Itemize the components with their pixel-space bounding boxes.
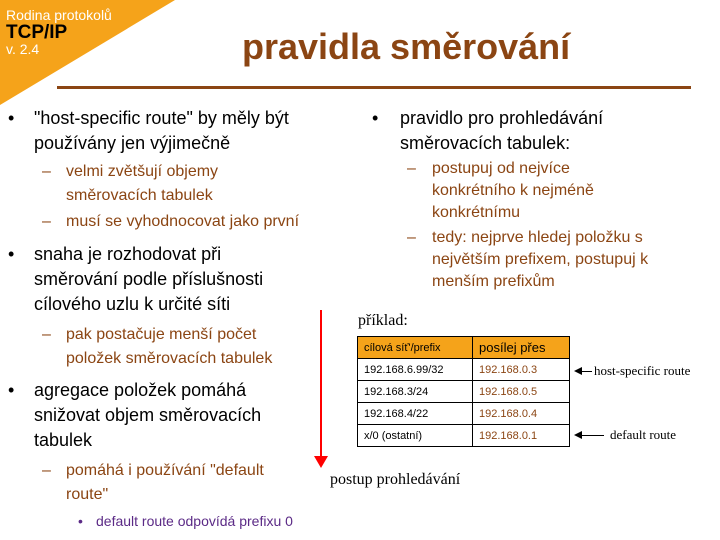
- right-sub-2-line-1: tedy: nejprve hledej položku s: [432, 229, 643, 246]
- bullet-3-line-1: agregace položek pomáhá: [34, 380, 247, 400]
- bullet-3-line-3: tabulek: [34, 430, 93, 450]
- bullet-2-sub-1: [42, 323, 272, 371]
- table-header-row: [358, 337, 570, 359]
- right-sub-1-line-1: postupuj od nejvíce: [432, 160, 570, 177]
- search-order-arrow-line: [320, 310, 322, 458]
- bullet-1-sub-1-line-1: velmi zvětšují objemy: [66, 163, 219, 180]
- protocol-label: TCP/IP: [6, 22, 68, 43]
- cell-destination: 192.168.6.99/32: [358, 359, 473, 381]
- dash-marker: –: [407, 160, 416, 177]
- bullet-dot: •: [8, 244, 15, 264]
- bullet-dot: •: [8, 380, 15, 400]
- cell-next-hop: 192.168.0.1: [473, 425, 570, 447]
- example-label: příklad:: [358, 312, 408, 329]
- dash-marker: –: [42, 213, 51, 230]
- cell-next-hop: 192.168.0.5: [473, 381, 570, 403]
- search-order-label: postup prohledávání: [330, 471, 461, 488]
- table-row: [358, 425, 570, 447]
- slide-title: pravidla směrování: [242, 26, 571, 67]
- small-bullet-dot: •: [78, 513, 83, 529]
- right-sub-1-line-2: konkrétního k nejméně: [432, 182, 594, 199]
- bullet-dot: •: [372, 108, 379, 128]
- cell-next-hop: 192.168.0.3: [473, 359, 570, 381]
- right-sub-2-line-2: největším prefixem, postupuj k: [432, 251, 649, 268]
- bullet-dot: •: [8, 108, 15, 128]
- bullet-1-sub-1: [42, 160, 218, 208]
- bullet-1-sub-2: [42, 210, 299, 234]
- bullet-3: [8, 378, 261, 453]
- bullet-2-sub-1-line-1: pak postačuje menší počet: [66, 326, 257, 343]
- bullet-1: [8, 106, 289, 156]
- bullet-3-subsub-1-line-1: default route odpovídá prefixu 0: [96, 513, 293, 529]
- table-row: [358, 381, 570, 403]
- right-sub-1: [407, 158, 594, 224]
- host-specific-arrow-line: [580, 371, 592, 372]
- right-bullet-line-2: směrovacích tabulek:: [400, 133, 571, 153]
- bullet-3-sub-1-line-2: route": [66, 486, 109, 503]
- dash-marker: –: [42, 462, 51, 479]
- bullet-3-sub-1-line-1: pomáhá i používání "default: [66, 462, 264, 479]
- bullet-1-sub-2-line-1: musí se vyhodnocovat jako první: [66, 213, 300, 230]
- bullet-2: [8, 242, 263, 317]
- right-sub-2: [407, 227, 648, 293]
- right-sub-2-line-3: menším prefixům: [432, 273, 555, 290]
- bullet-2-line-3: cílového uzlu k určité síti: [34, 294, 231, 314]
- cell-destination: 192.168.3/24: [358, 381, 473, 403]
- right-bullet-line-1: pravidlo pro prohledávání: [400, 108, 604, 128]
- bullet-3-line-2: snižovat objem směrovacích: [34, 405, 262, 425]
- bullet-2-line-2: směrování podle příslušnosti: [34, 269, 264, 289]
- bullet-2-line-1: snaha je rozhodovat při: [34, 244, 222, 264]
- bullet-3-sub-1: [42, 459, 264, 507]
- title-underline: [57, 86, 691, 89]
- table-row: [358, 403, 570, 425]
- header-destination: cílová síť'/prefix: [358, 337, 473, 359]
- bullet-1-sub-1-line-2: směrovacích tabulek: [66, 187, 213, 204]
- host-specific-annotation: host-specific route: [594, 363, 691, 378]
- cell-destination: x/0 (ostatní): [358, 425, 473, 447]
- dash-marker: –: [42, 163, 51, 180]
- bullet-1-line-1: "host-specific route" by měly být: [34, 108, 289, 128]
- dash-marker: –: [42, 326, 51, 343]
- default-route-annotation: default route: [610, 427, 677, 442]
- bullet-1-line-2: používány jen výjimečně: [34, 133, 231, 153]
- search-order-arrow-head: [314, 456, 328, 468]
- series-label: Rodina protokolů: [6, 7, 112, 23]
- routing-table: [357, 336, 570, 447]
- right-sub-1-line-3: konkrétnímu: [432, 204, 521, 221]
- right-bullet: [372, 106, 603, 156]
- table-row: [358, 359, 570, 381]
- cell-next-hop: 192.168.0.4: [473, 403, 570, 425]
- version-label: v. 2.4: [6, 41, 40, 57]
- dash-marker: –: [407, 229, 416, 246]
- bullet-2-sub-1-line-2: položek směrovacích tabulek: [66, 350, 273, 367]
- header-next-hop: posílej přes: [473, 337, 570, 359]
- cell-destination: 192.168.4/22: [358, 403, 473, 425]
- default-route-arrow-line: [580, 435, 604, 436]
- bullet-3-subsub-1: [78, 511, 293, 531]
